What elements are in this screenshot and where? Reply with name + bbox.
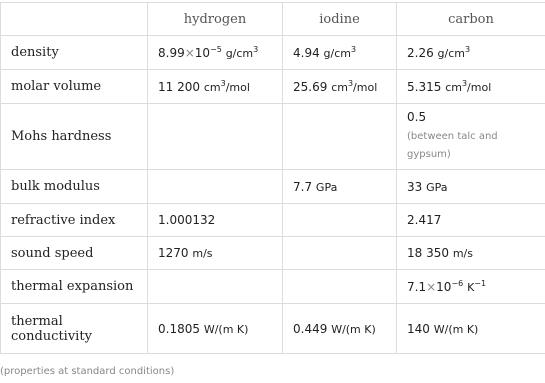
cell-iodine-molar-volume [283,70,397,104]
cell-iodine-bulk [283,170,397,204]
table-row [1,36,545,70]
value-exponent: −6 [451,278,464,288]
value-number: 2.26 [407,45,434,60]
row-label: density [1,36,148,70]
value-unit: g/cm [323,46,351,60]
row-label: bulk modulus [1,170,148,204]
header-carbon: carbon [397,3,545,36]
cell-carbon-density [397,36,545,70]
cell-hydrogen-bulk-empty [148,170,283,204]
value-number: 1.000132 [158,213,216,227]
cell-iodine-mohs-empty [283,104,397,170]
header-hydrogen: hydrogen [148,3,283,36]
footnote: (properties at standard conditions) [0,366,175,377]
unit-exponent: 3 [465,44,471,54]
cell-hydrogen-expansion-empty [148,270,283,304]
header-iodine: iodine [283,3,397,36]
unit-exponent: 3 [461,78,468,88]
value-number: 5.315 [407,79,442,94]
cell-iodine-refractive-empty [283,204,397,237]
value-unit-tail: /mol [353,80,378,94]
value-unit-tail: /mol [225,80,250,94]
cell-carbon-conductivity [397,304,545,354]
value-unit: K [467,280,475,294]
cell-hydrogen-density: $8.99\times 10^{-5}$ $g/cm^3$ [148,36,283,70]
value-exponent: −5 [210,44,222,54]
cell-iodine-sound-empty [283,237,397,270]
cell-carbon-bulk [397,170,545,204]
value-unit: W/(m K) [331,322,376,336]
value-unit: g/cm [437,46,465,60]
value-number: 0.449 [293,321,328,336]
value-unit: cm [445,80,462,94]
row-label: sound speed [1,237,148,270]
value-number: 33 [407,179,423,194]
value-mantissa: 7.1 [407,279,427,294]
unit-exponent: −1 [474,278,487,288]
value-unit: m/s [452,247,473,260]
value-unit: W/(m K) [203,322,249,336]
cell-carbon-refractive [397,204,545,237]
row-label: molar volume [1,70,148,104]
cell-hydrogen-sound [148,237,283,270]
header-corner [1,3,148,36]
value-number: 1270 [158,246,189,260]
properties-table [0,2,545,354]
value-unit: GPa [315,180,338,194]
value-number: 25.69 [293,79,328,94]
value-unit: m/s [192,247,213,260]
cell-iodine-density [283,36,397,70]
cell-hydrogen-mohs-empty [148,104,283,170]
header-row [1,3,545,36]
cell-carbon-sound [397,237,545,270]
value-number: 140 [407,321,430,336]
unit-exponent: 3 [220,78,226,88]
value-unit-tail: /mol [467,80,492,94]
value-unit: GPa [426,180,448,194]
value-number: 18 350 [407,246,449,260]
value-number: 11 200 [158,79,200,94]
cell-hydrogen-conductivity [148,304,283,354]
unit-exponent: 3 [347,78,354,88]
table-row [1,204,545,237]
cell-carbon-molar-volume [397,70,545,104]
row-label: thermal expansion [1,270,148,304]
cell-iodine-conductivity [283,304,397,354]
value-note: (between talc and gypsum) [407,130,498,160]
cell-hydrogen-refractive [148,204,283,237]
table-row [1,104,545,170]
cell-carbon-mohs [397,104,545,170]
value-number: 0.1805 [158,321,200,336]
table-row [1,70,545,104]
cell-carbon-expansion: $7.1\times 10^{-6}$ $K^{-1}$ [397,270,545,304]
row-label: Mohs hardness [1,104,148,170]
value-unit: cm [203,80,221,94]
unit-exponent: 3 [351,44,357,54]
value-number: 0.5 [407,109,427,124]
value-unit: cm [331,80,348,94]
value-unit: g/cm [225,46,254,60]
value-mantissa: 8.99 [158,45,185,60]
row-label: refractive index [1,204,148,237]
value-number: 7.7 [293,179,313,194]
unit-exponent: 3 [253,44,259,54]
value-number: 4.94 [293,45,320,60]
cell-hydrogen-molar-volume [148,70,283,104]
table-row [1,170,545,204]
row-label: thermal conductivity [1,304,148,354]
table-row [1,304,545,354]
table-row [1,270,545,304]
times-sign: × [426,279,437,294]
value-number: 2.417 [407,213,442,227]
table-row [1,237,545,270]
cell-iodine-expansion-empty [283,270,397,304]
value-unit: W/(m K) [433,322,479,336]
times-sign: × [184,45,195,60]
